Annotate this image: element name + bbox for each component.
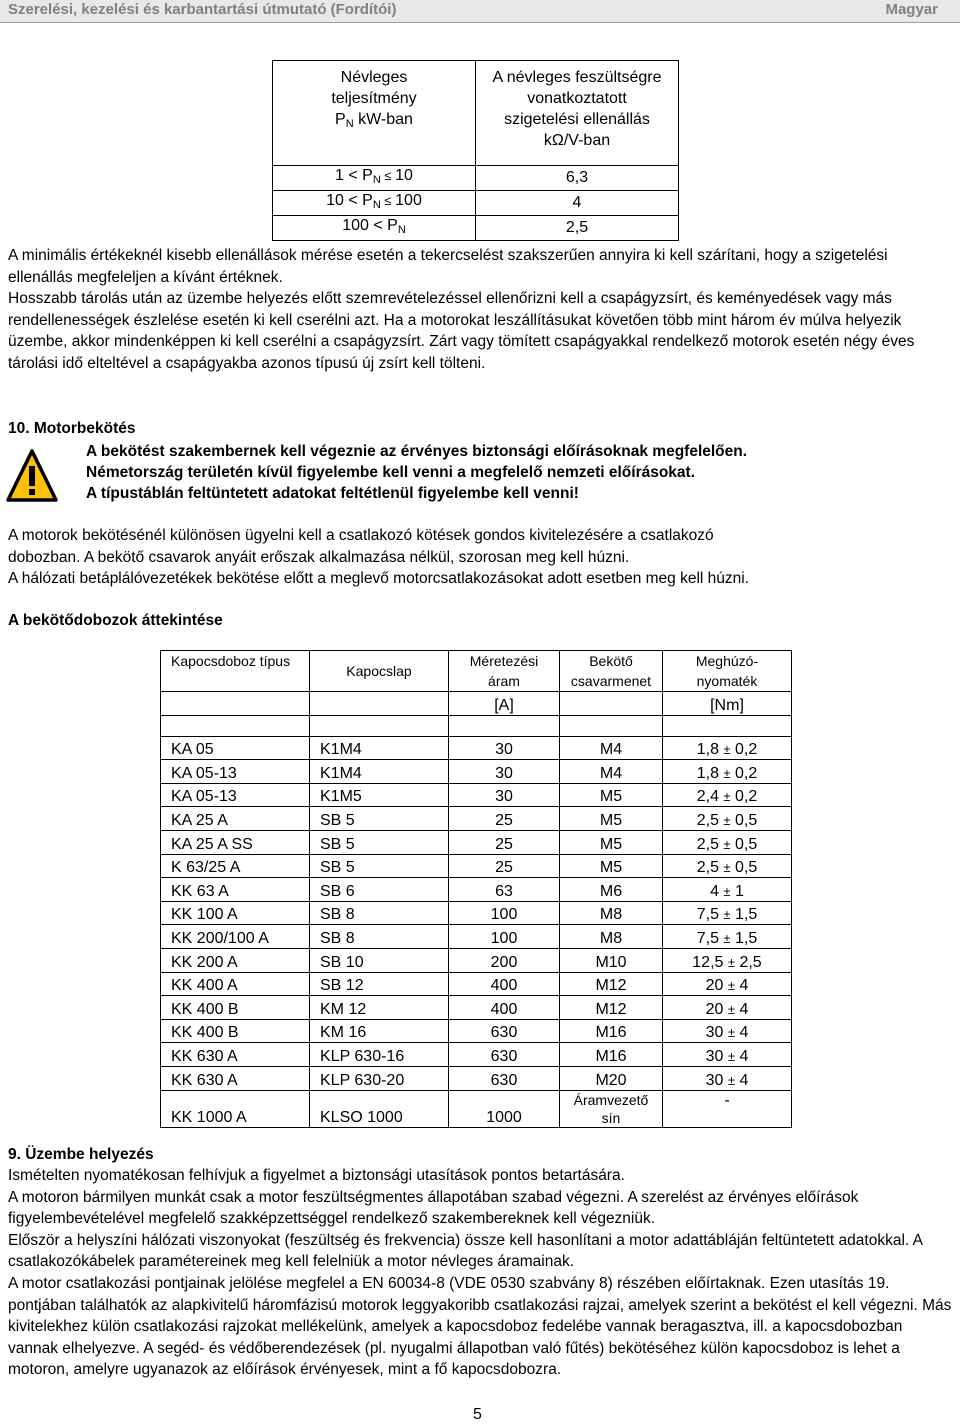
table-row	[161, 1019, 792, 1043]
cell-screw: M16	[560, 1019, 663, 1043]
cell-board: KLSO 1000	[310, 1090, 449, 1127]
table-row	[273, 166, 679, 191]
cell-type: KK 400 B	[161, 1019, 310, 1043]
supply-paragraph: A hálózati betáplálóvezetékek bekötése előtt a meglevő motorcsatlakozásokat adott esetben meg kell húzni.	[8, 570, 750, 587]
cell-screw: M5	[560, 854, 663, 878]
cell-board: K1M4	[310, 736, 449, 760]
cell-board: SB 8	[310, 925, 449, 949]
section-10-title: 10. Motorbekötés	[8, 420, 136, 437]
page-header	[0, 0, 960, 23]
cell-torque: 1,8 ± 0,2	[663, 736, 792, 760]
table-row	[161, 1090, 792, 1127]
cell-torque: -	[663, 1090, 792, 1127]
cell-current: 30	[449, 736, 560, 760]
resistance-value: 4	[476, 191, 679, 216]
language-label: Magyar	[885, 1, 938, 18]
cell-screw: M4	[560, 736, 663, 760]
cell-screw: M6	[560, 878, 663, 902]
header-line: vonatkoztatott	[527, 90, 627, 107]
power-header	[273, 61, 476, 166]
col-current-header: Méretezési áram	[449, 651, 560, 692]
cell-current: 1000	[449, 1090, 560, 1127]
cell-screw: M12	[560, 996, 663, 1020]
table-row	[161, 760, 792, 784]
resistance-header	[476, 61, 679, 166]
col-torque-header: Meghúzó- nyomaték	[663, 651, 792, 692]
document-title: Szerelési, kezelési és karbantartási útmutató (Fordítói)	[8, 1, 397, 18]
cell-current: 200	[449, 948, 560, 972]
header-line: A névleges feszültségre	[492, 69, 662, 86]
cell-current: 400	[449, 996, 560, 1020]
table-row	[161, 878, 792, 902]
cell-type: KK 100 A	[161, 901, 310, 925]
table-header	[161, 651, 792, 692]
page-number: 5	[473, 1406, 482, 1423]
cell-board: SB 12	[310, 972, 449, 996]
table-row	[161, 807, 792, 831]
warning-line: A típustáblán feltüntetett adatokat feltétlenül figyelembe kell venni!	[86, 485, 579, 502]
cell-current: 630	[449, 1019, 560, 1043]
cell-board: SB 10	[310, 948, 449, 972]
warning-line: A bekötést szakembernek kell végeznie az érvényes biztonsági előírásoknak megfelelően.	[86, 443, 748, 460]
cell-torque: 30 ± 4	[663, 1019, 792, 1043]
table-row	[161, 948, 792, 972]
cell-board: K1M5	[310, 783, 449, 807]
cell-screw: M5	[560, 807, 663, 831]
resistance-value: 6,3	[476, 166, 679, 191]
warning-icon	[6, 448, 58, 504]
cell-screw: M10	[560, 948, 663, 972]
cell-type: KK 200/100 A	[161, 925, 310, 949]
table-row	[161, 996, 792, 1020]
table-row	[273, 216, 679, 241]
cell-board: SB 6	[310, 878, 449, 902]
cell-board: SB 5	[310, 807, 449, 831]
cell-board: KLP 630-16	[310, 1043, 449, 1067]
cell-type: KA 05-13	[161, 783, 310, 807]
bearing-grease-paragraph: Hosszabb tárolás után az üzembe helyezés előtt szemrevételezéssel ellenőrizni kell a csapágyzsírt, és keményedések vagy más rendellenességek észlelése esetén ki kell cserélni azt. Ha a motorokat leszállításukat követően több mint három év múlva helyezik üzembe, akkor mindenképpen ki kell cserélni a csapágyzsírt. Zárt vagy tömített csapágyakkal rendelkező motorok esetén négy éves tárolási idő elteltével a csapágyakba azonos típusú új zsírt kell tölteni.	[8, 290, 915, 372]
cell-board: KM 16	[310, 1019, 449, 1043]
cell-type: K 63/25 A	[161, 854, 310, 878]
cell-current: 63	[449, 878, 560, 902]
cell-torque: 4 ± 1	[663, 878, 792, 902]
cell-current: 25	[449, 854, 560, 878]
cell-type: KA 25 A	[161, 807, 310, 831]
cell-board: K1M4	[310, 760, 449, 784]
cell-torque: 12,5 ± 2,5	[663, 948, 792, 972]
cell-board: KLP 630-20	[310, 1066, 449, 1090]
table-row	[161, 783, 792, 807]
cell-type: KK 400 B	[161, 996, 310, 1020]
drying-paragraph: A minimális értékeknél kisebb ellenállások mérése esetén a tekercselést szakszerűen annyira ki kell szárítani, hogy a szigetelési ellenállás megfeleljen a kívánt értéknek.	[8, 247, 888, 286]
current-unit: [A]	[449, 692, 560, 716]
cell-screw: M16	[560, 1043, 663, 1067]
cell-board: SB 5	[310, 830, 449, 854]
cell-type: KA 05	[161, 736, 310, 760]
insulation-table-header	[273, 61, 679, 166]
cell-type: KA 25 A SS	[161, 830, 310, 854]
overview-title: A bekötődobozok áttekintése	[8, 612, 223, 629]
cell-current: 400	[449, 972, 560, 996]
cell-screw: M4	[560, 760, 663, 784]
cell-screw: M12	[560, 972, 663, 996]
table-row	[161, 901, 792, 925]
cell-torque: 7,5 ± 1,5	[663, 901, 792, 925]
table-row	[161, 972, 792, 996]
table-row	[273, 191, 679, 216]
warning-line: Németország területén kívül figyelembe kell venni a megfelelő nemzeti előírásokat.	[86, 464, 696, 481]
cell-type: KK 200 A	[161, 948, 310, 972]
connection-paragraph: A motorok bekötésénél különösen ügyelni kell a csatlakozó kötések gondos kivitelezésére a csatlakozó dobozban. A bekötő csavarok anyáit erőszak alkalmazása nélkül, szorosan meg kell húzni.	[8, 527, 714, 566]
header-line: $P_N$ kW-ban	[335, 111, 413, 130]
col-type-header: Kapocsdoboz típus	[161, 651, 310, 692]
section-9-text: Ismételten nyomatékosan felhívjuk a figyelmet a biztonsági utasítások pontos betartására. A motoron bármilyen munkát csak a motor feszültségmentes állapotában szabad végezni. A szerelést az érvényes előírások figyelembevételével megfelelő szakképzettséggel rendelkező szakembereknek kell végezniük. Először a helyszíni hálózati viszonyokat (feszültség és frekvencia) össze kell hasonlítani a motor adattábláján feltüntetett adatokkal. A csatlakozókábelek paramétereinek meg kell felelniük a motor névleges áramainak. A motor csatlakozási pontjainak jelölése megfelel a EN 60034-8 (VDE 0530 szabvány 8) részében előírtaknak. Ezen utasítás 19. pontjában találhatók az alapkivitelű háromfázisú motorok leggyakoribb csatlakozási rajzai, amelyek szerint a bekötést el kell végezni. Más kivitelekhez külön csatlakozási rajzokat mellékelünk, amelyek a kapocsdoboz fedelébe vannak beragasztva, ill. a kapocsdobozban vannak elhelyezve. A segéd- és védőberendezések (pl. nyugalmi állapotban való fűtés) bekötéséhez külön kapocsdoboz is lehet a motoron, amelyre ugyanazok az előírások érvényesek, mint a fő kapocsdobozra.	[8, 1167, 952, 1379]
cell-torque: 2,5 ± 0,5	[663, 830, 792, 854]
header-line: teljesítmény	[331, 90, 417, 107]
col-board-header: Kapocslap	[310, 651, 449, 692]
header-line: szigetelési ellenállás	[504, 111, 650, 128]
cell-torque: 2,5 ± 0,5	[663, 854, 792, 878]
table-header-units	[161, 692, 792, 716]
cell-board: SB 8	[310, 901, 449, 925]
section-9	[8, 1144, 953, 1381]
col-screw-header: Bekötő csavarmenet	[560, 651, 663, 692]
cell-type: KK 630 A	[161, 1043, 310, 1067]
cell-board: SB 5	[310, 854, 449, 878]
cell-type: KK 400 A	[161, 972, 310, 996]
cell-screw: Áramvezető sín	[560, 1090, 663, 1127]
warning-block	[86, 441, 747, 504]
section-9-title: 9. Üzembe helyezés	[8, 1146, 154, 1163]
cell-current: 100	[449, 925, 560, 949]
cell-torque: 30 ± 4	[663, 1066, 792, 1090]
table-row	[161, 736, 792, 760]
cell-screw: M5	[560, 783, 663, 807]
header-line: Névleges	[340, 69, 408, 86]
cell-screw: M8	[560, 925, 663, 949]
header-line: kΩ/V-ban	[543, 132, 611, 149]
cell-torque: 20 ± 4	[663, 996, 792, 1020]
table-row	[161, 925, 792, 949]
cell-type: KA 05-13	[161, 760, 310, 784]
table-row	[161, 1043, 792, 1067]
cell-type: KK 630 A	[161, 1066, 310, 1090]
power-range: $10 < P_N \le 100$	[273, 191, 476, 216]
cell-current: 630	[449, 1066, 560, 1090]
power-range: $1 < P_N \le 10$	[273, 166, 476, 191]
spacer-row	[161, 715, 792, 736]
cell-torque: 1,8 ± 0,2	[663, 760, 792, 784]
table-row	[161, 830, 792, 854]
cell-current: 30	[449, 783, 560, 807]
insulation-table	[272, 60, 679, 241]
cell-screw: M20	[560, 1066, 663, 1090]
cell-current: 630	[449, 1043, 560, 1067]
table-row	[161, 854, 792, 878]
table-row	[161, 1066, 792, 1090]
terminal-box-table	[160, 650, 792, 1128]
cell-type: KK 63 A	[161, 878, 310, 902]
cell-current: 30	[449, 760, 560, 784]
cell-board: KM 12	[310, 996, 449, 1020]
cell-torque: 20 ± 4	[663, 972, 792, 996]
cell-type: KK 1000 A	[161, 1090, 310, 1127]
cell-current: 25	[449, 807, 560, 831]
resistance-value: 2,5	[476, 216, 679, 241]
cell-current: 25	[449, 830, 560, 854]
cell-torque: 2,5 ± 0,5	[663, 807, 792, 831]
cell-torque: 30 ± 4	[663, 1043, 792, 1067]
cell-screw: M8	[560, 901, 663, 925]
cell-current: 100	[449, 901, 560, 925]
cell-torque: 7,5 ± 1,5	[663, 925, 792, 949]
cell-screw: M5	[560, 830, 663, 854]
power-range: $100 < P_N$	[273, 216, 476, 241]
torque-unit: [Nm]	[663, 692, 792, 716]
cell-torque: 2,4 ± 0,2	[663, 783, 792, 807]
